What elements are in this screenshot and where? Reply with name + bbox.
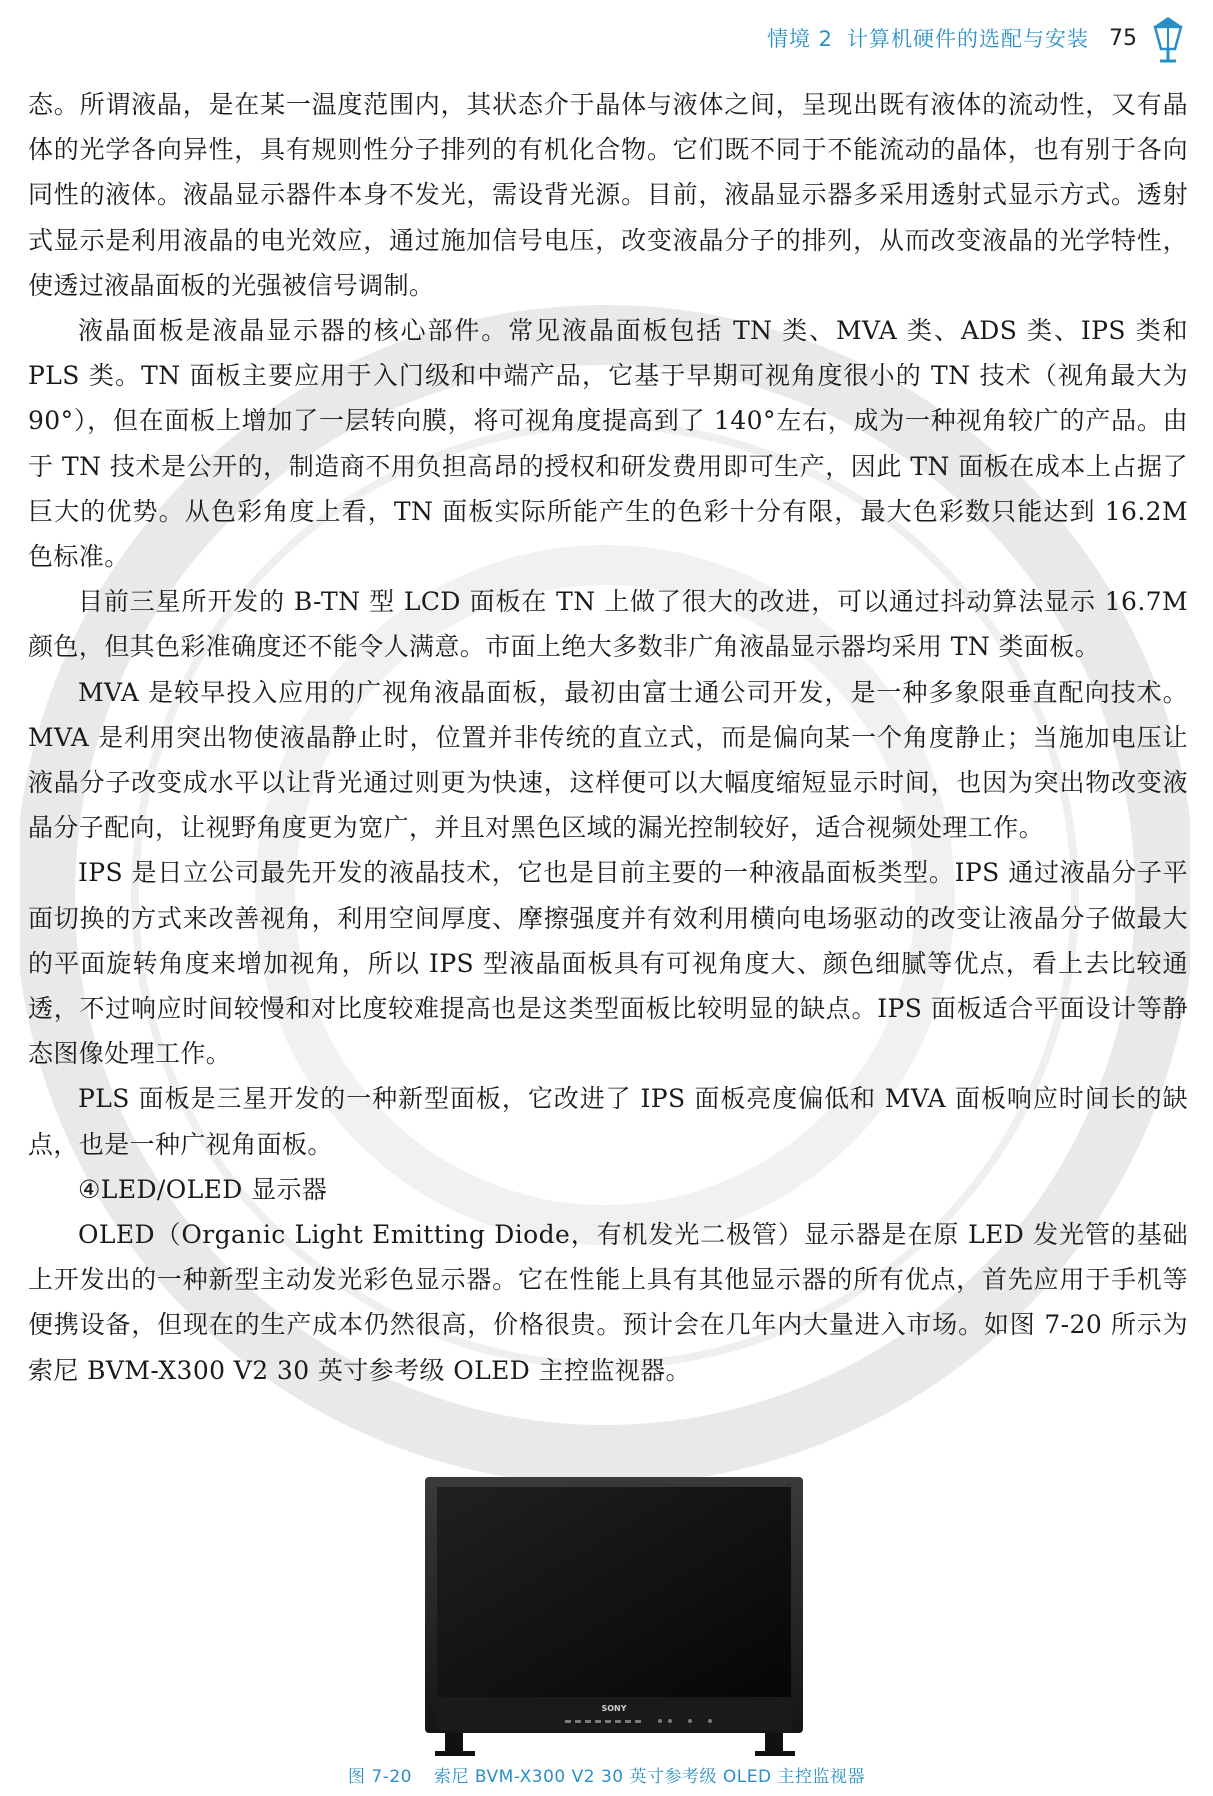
header-title: 计算机硬件的选配与安装 bbox=[847, 27, 1089, 51]
body-text bbox=[28, 82, 1188, 1393]
page-header bbox=[767, 8, 1185, 68]
paragraph-pls: PLS 面板是三星开发的一种新型面板，它改进了 IPS 面板亮度偏低和 MVA 面板响应时间长的缺点，也是一种广视角面板。 bbox=[28, 1084, 1188, 1159]
paragraph-panel-types: 液晶面板是液晶显示器的核心部件。常见液晶面板包括 TN 类、MVA 类、ADS 类、IPS 类和 PLS 类。TN 面板主要应用于入门级和中端产品，它基于早期可视角度很小的 TN 技术（视角最大为 90°），但在面板上增加了一层转向膜，将可视角度提高到了 140°左右，成为一种视角较广的产品。由于 TN 技术是公开的，制造商不用负担高昂的授权和研发费用即可生产，因此 TN 面板在成本上占据了巨大的优势。从色彩角度上看，TN 面板实际所能产生的色彩十分有限，最大色彩数只能达到 16.2M 色标准。 bbox=[28, 316, 1188, 572]
paragraph-oled: OLED（Organic Light Emitting Diode，有机发光二极管）显示器是在原 LED 发光管的基础上开发出的一种新型主动发光彩色显示器。它在性能上具有其他显示器的所有优点，首先应用于手机等便携设备，但现在的生产成本仍然很高，价格很贵。预计会在几年内大量进入市场。如图 7-20 所示为索尼 BVM-X300 V2 30 英寸参考级 OLED 主控监视器。 bbox=[28, 1220, 1188, 1385]
paragraph-lcd-definition: 态。所谓液晶，是在某一温度范围内，其状态介于晶体与液体之间，呈现出既有液体的流动性，又有晶体的光学各向异性，具有规则性分子排列的有机化合物。它们既不同于不能流动的晶体，也有别于各向同性的液体。液晶显示器件本身不发光，需设背光源。目前，液晶显示器多采用透射式显示方式。透射式显示是利用液晶的电光效应，通过施加信号电压，改变液晶分子的排列，从而改变液晶的光学特性，使透过液晶面板的光强被信号调制。 bbox=[28, 90, 1188, 300]
paragraph-ips: IPS 是日立公司最先开发的液晶技术，它也是目前主要的一种液晶面板类型。IPS 通过液晶分子平面切换的方式来改善视角，利用空间厚度、摩擦强度并有效利用横向电场驱动的改变让液晶分子做最大的平面旋转角度来增加视角，所以 IPS 型液晶面板具有可视角度大、颜色细腻等优点，看上去比较通透，不过响应时间较慢和对比度较难提高也是这类型面板比较明显的缺点。IPS 面板适合平面设计等静态图像处理工作。 bbox=[28, 858, 1188, 1069]
page-number: 75 bbox=[1109, 25, 1137, 51]
monitor-brand: SONY bbox=[601, 1704, 627, 1713]
figure-caption-text: 索尼 BVM-X300 V2 30 英寸参考级 OLED 主控监视器 bbox=[433, 1767, 865, 1787]
figure-caption bbox=[0, 1762, 1213, 1787]
figure-number: 图 7-20 bbox=[347, 1767, 412, 1787]
lamp-icon bbox=[1151, 13, 1185, 63]
paragraph-mva: MVA 是较早投入应用的广视角液晶面板，最初由富士通公司开发，是一种多象限垂直配向技术。MVA 是利用突出物使液晶静止时，位置并非传统的直立式，而是偏向某一个角度静止；当施加电压让液晶分子改变成水平以让背光通过则更为快速，这样便可以大幅度缩短显示时间，也因为突出物改变液晶分子配向，让视野角度更为宽广，并且对黑色区域的漏光控制较好，适合视频处理工作。 bbox=[28, 677, 1188, 843]
header-chapter: 情境 2 bbox=[766, 27, 833, 51]
paragraph-btn: 目前三星所开发的 B-TN 型 LCD 面板在 TN 上做了很大的改进，可以通过抖动算法显示 16.7M 颜色，但其色彩准确度还不能令人满意。市面上绝大多数非广角液晶显示器均采用 TN 类面板。 bbox=[28, 587, 1188, 662]
section-heading-led-oled: ④LED/OLED 显示器 bbox=[78, 1174, 328, 1204]
monitor-figure bbox=[415, 1475, 813, 1757]
